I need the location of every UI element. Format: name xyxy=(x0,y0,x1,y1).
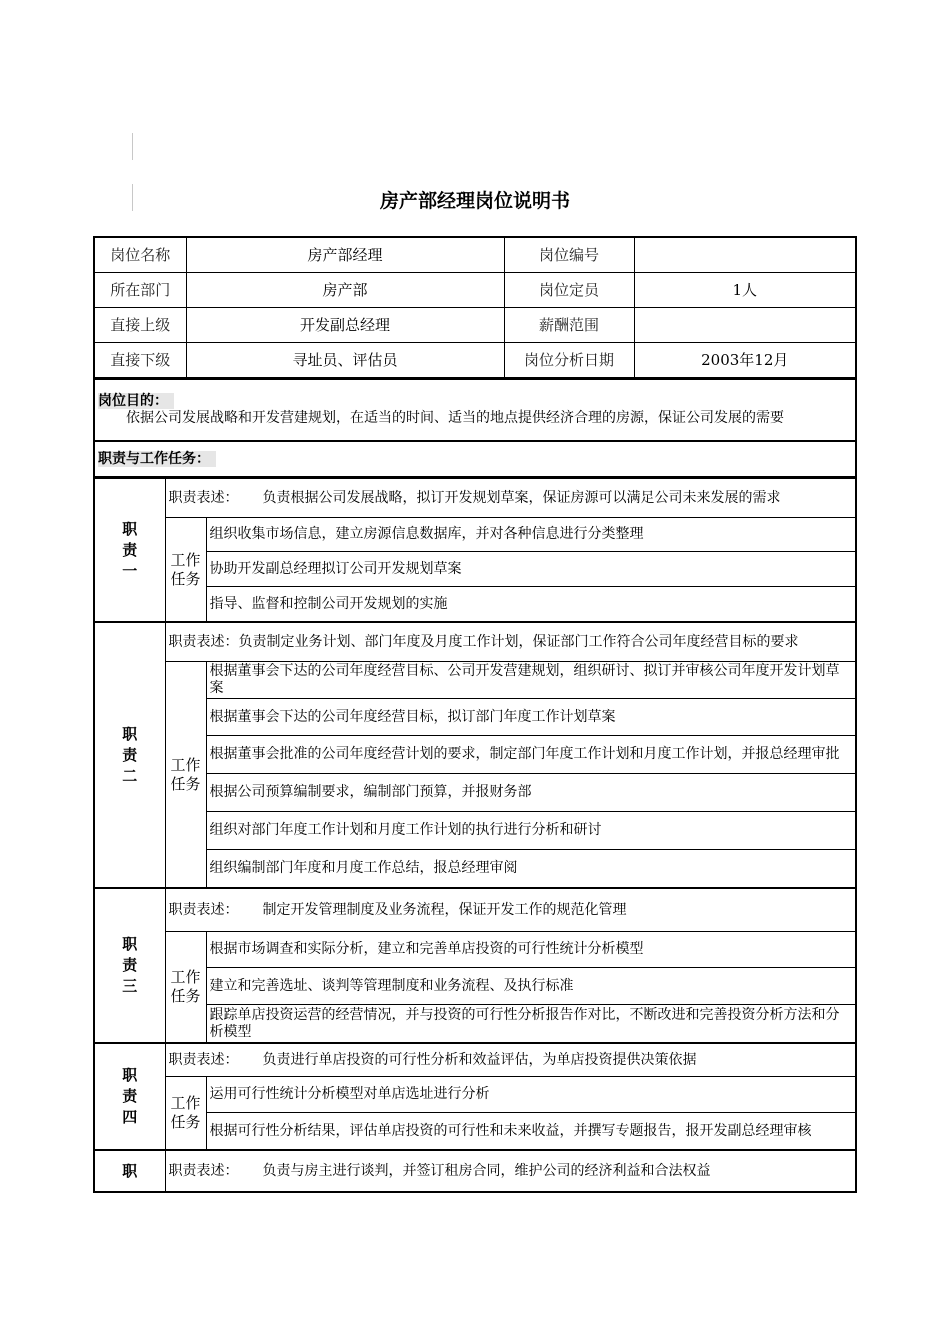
info-value xyxy=(634,308,855,343)
info-key: 岗位名称 xyxy=(95,238,186,273)
task-row xyxy=(95,1005,855,1044)
duty-2-desc-row xyxy=(95,622,855,662)
page-title: 房产部经理岗位说明书 xyxy=(379,190,570,212)
duty-desc: 职责表述：负责制定业务计划、部门年度及月度工作计划，保证部门工作符合公司年度经营目标的要求 xyxy=(165,622,855,662)
task-item: 根据董事会下达的公司年度经营目标，拟订部门年度工作计划草案 xyxy=(206,699,855,736)
duty-desc: 职责表述： 负责与房主进行谈判，并签订租房合同，维护公司的经济利益和合法权益 xyxy=(165,1150,855,1191)
task-item: 组织编制部门年度和月度工作总结，报总经理审阅 xyxy=(206,850,855,889)
info-key: 直接上级 xyxy=(95,308,186,343)
info-row xyxy=(95,308,855,343)
task-item: 根据可行性分析结果，评估单店投资的可行性和未来收益，并撰写专题报告，报开发副总经理审核 xyxy=(206,1113,855,1151)
info-value: 开发副总经理 xyxy=(186,308,504,343)
task-item: 组织对部门年度工作计划和月度工作计划的执行进行分析和研讨 xyxy=(206,812,855,850)
task-label: 工作 任务 xyxy=(165,518,206,623)
duty-desc: 职责表述： 负责根据公司发展战略，拟订开发规划草案，保证房源可以满足公司未来发展的需求 xyxy=(165,478,855,518)
duties-table xyxy=(95,477,855,1191)
task-row xyxy=(95,699,855,736)
task-row xyxy=(95,774,855,812)
info-key: 岗位分析日期 xyxy=(504,343,634,378)
info-key: 直接下级 xyxy=(95,343,186,378)
task-label: 工作 任务 xyxy=(165,662,206,889)
task-item: 根据董事会下达的公司年度经营目标、公司开发营建规划，组织研讨、拟订并审核公司年度开发计划草案 xyxy=(206,662,855,699)
task-row xyxy=(95,518,855,552)
task-row xyxy=(95,812,855,850)
task-item: 组织收集市场信息，建立房源信息数据库，并对各种信息进行分类整理 xyxy=(206,518,855,552)
purpose-table xyxy=(95,378,855,477)
duty-desc: 职责表述： 负责进行单店投资的可行性分析和效益评估，为单店投资提供决策依据 xyxy=(165,1043,855,1077)
task-item: 建立和完善选址、谈判等管理制度和业务流程、及执行标准 xyxy=(206,968,855,1005)
task-row xyxy=(95,736,855,774)
duty-label: 职 xyxy=(95,1150,165,1191)
task-label: 工作 任务 xyxy=(165,1077,206,1151)
info-key: 所在部门 xyxy=(95,273,186,308)
duty-5-desc-row xyxy=(95,1150,855,1191)
task-row xyxy=(95,850,855,889)
duty-3-desc-row xyxy=(95,888,855,932)
task-row xyxy=(95,932,855,968)
info-value: 2003年12月 xyxy=(634,343,855,378)
purpose-heading: 岗位目的： xyxy=(98,393,852,410)
task-item: 根据公司预算编制要求，编制部门预算，并报财务部 xyxy=(206,774,855,812)
task-item: 根据董事会批准的公司年度经营计划的要求，制定部门年度工作计划和月度工作计划，并报总经理审批 xyxy=(206,736,855,774)
task-row xyxy=(95,968,855,1005)
task-row xyxy=(95,1077,855,1113)
info-row xyxy=(95,273,855,308)
task-item: 根据市场调查和实际分析，建立和完善单店投资的可行性统计分析模型 xyxy=(206,932,855,968)
task-row xyxy=(95,662,855,699)
task-row xyxy=(95,1113,855,1151)
margin-mark-top xyxy=(132,133,133,160)
duty-label: 职 责 一 xyxy=(95,478,165,622)
task-item: 跟踪单店投资运营的经营情况，并与投资的可行性分析报告作对比，不断改进和完善投资分析方法和分析模型 xyxy=(206,1005,855,1044)
info-value: 寻址员、评估员 xyxy=(186,343,504,378)
duty-label: 职 责 四 xyxy=(95,1043,165,1150)
duties-heading: 职责与工作任务： xyxy=(98,451,852,468)
info-row xyxy=(95,238,855,273)
purpose-text: 依据公司发展战略和开发营建规划，在适当的时间、适当的地点提供经济合理的房源，保证公司发展的需要 xyxy=(126,410,784,426)
duty-1-desc-row xyxy=(95,478,855,518)
info-value: 房产部 xyxy=(186,273,504,308)
task-item: 指导、监督和控制公司开发规划的实施 xyxy=(206,587,855,623)
job-description-sheet xyxy=(93,236,857,1193)
info-value xyxy=(634,238,855,273)
task-row xyxy=(95,552,855,587)
info-key: 岗位定员 xyxy=(504,273,634,308)
duty-desc: 职责表述： 制定开发管理制度及业务流程，保证开发工作的规范化管理 xyxy=(165,888,855,932)
task-item: 协助开发副总经理拟订公司开发规划草案 xyxy=(206,552,855,587)
basic-info-table xyxy=(95,238,855,378)
duty-4-desc-row xyxy=(95,1043,855,1077)
info-row xyxy=(95,343,855,378)
info-value: 房产部经理 xyxy=(186,238,504,273)
info-key: 岗位编号 xyxy=(504,238,634,273)
purpose-cell xyxy=(95,379,855,441)
task-item: 运用可行性统计分析模型对单店选址进行分析 xyxy=(206,1077,855,1113)
duty-label: 职 责 二 xyxy=(95,622,165,888)
duties-heading-cell xyxy=(95,441,855,477)
task-label: 工作 任务 xyxy=(165,932,206,1044)
task-row xyxy=(95,587,855,623)
info-value: 1人 xyxy=(634,273,855,308)
duty-label: 职 责 三 xyxy=(95,888,165,1043)
info-key: 薪酬范围 xyxy=(504,308,634,343)
